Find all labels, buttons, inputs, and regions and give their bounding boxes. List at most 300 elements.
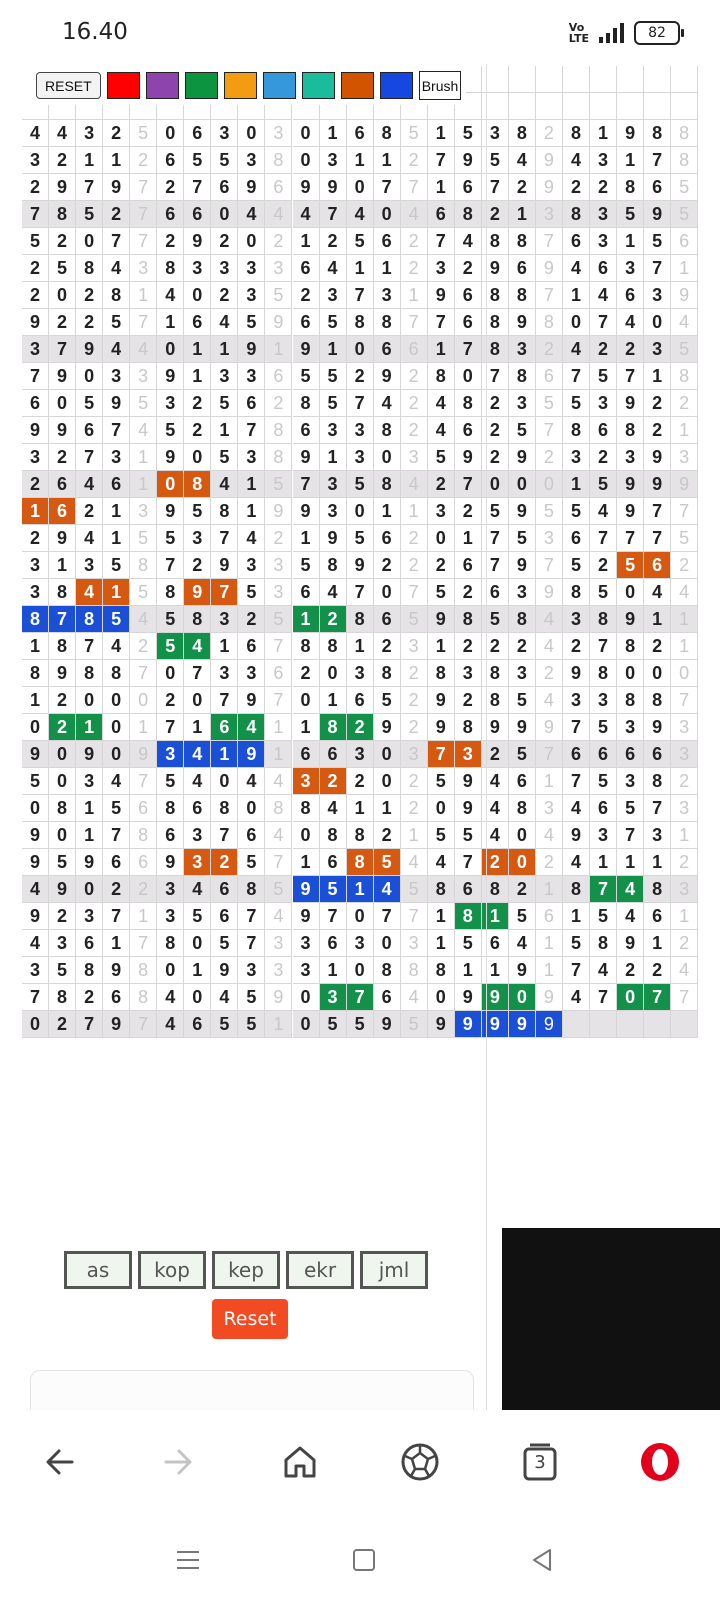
grid-cell[interactable]: 8	[76, 660, 103, 687]
grid-cell[interactable]: 7	[76, 174, 103, 201]
grid-cell[interactable]: 4	[644, 579, 671, 606]
grid-cell[interactable]: 2	[401, 687, 428, 714]
swatch-amber[interactable]	[224, 72, 257, 99]
grid-cell[interactable]: 8	[509, 795, 536, 822]
grid-cell[interactable]: 6	[293, 579, 320, 606]
grid-cell[interactable]: 2	[536, 336, 563, 363]
grid-cell[interactable]: 0	[293, 984, 320, 1011]
grid-cell[interactable]: 2	[22, 471, 49, 498]
grid-cell[interactable]: 1	[428, 633, 455, 660]
grid-cell[interactable]: 1	[76, 147, 103, 174]
grid-cell[interactable]: 5	[49, 255, 76, 282]
grid-cell[interactable]: 5	[184, 147, 211, 174]
grid-cell[interactable]: 9	[157, 444, 184, 471]
grid-cell[interactable]: 7	[536, 741, 563, 768]
grid-cell[interactable]: 8	[265, 417, 292, 444]
grid-cell[interactable]: 5	[482, 606, 509, 633]
grid-cell[interactable]: 1	[536, 876, 563, 903]
grid-cell[interactable]: 0	[76, 876, 103, 903]
grid-cell[interactable]: 9	[22, 741, 49, 768]
grid-cell[interactable]: 2	[401, 147, 428, 174]
grid-cell[interactable]: 7	[130, 930, 157, 957]
grid-cell[interactable]: 5	[536, 390, 563, 417]
grid-cell[interactable]: 1	[320, 687, 347, 714]
grid-cell[interactable]: 8	[320, 552, 347, 579]
grid-cell[interactable]: 9	[428, 1011, 455, 1038]
grid-cell[interactable]: 8	[428, 876, 455, 903]
grid-cell[interactable]: 9	[536, 579, 563, 606]
grid-cell[interactable]: 0	[49, 741, 76, 768]
grid-cell[interactable]: 3	[265, 957, 292, 984]
grid-cell[interactable]: 5	[211, 147, 238, 174]
grid-cell[interactable]: 9	[428, 714, 455, 741]
grid-cell[interactable]: 5	[130, 120, 157, 147]
grid-cell[interactable]	[644, 93, 671, 120]
grid-cell[interactable]: 2	[49, 903, 76, 930]
grid-cell[interactable]: 9	[130, 741, 157, 768]
grid-cell[interactable]: 9	[428, 687, 455, 714]
grid-cell[interactable]: 7	[130, 174, 157, 201]
grid-cell[interactable]: 3	[590, 390, 617, 417]
grid-cell[interactable]: 4	[563, 849, 590, 876]
grid-cell[interactable]: 3	[590, 201, 617, 228]
grid-cell[interactable]: 8	[374, 417, 401, 444]
grid-cell[interactable]: 7	[590, 633, 617, 660]
grid-cell[interactable]: 1	[22, 633, 49, 660]
grid-cell[interactable]: 6	[428, 201, 455, 228]
grid-cell[interactable]: 8	[130, 822, 157, 849]
grid-cell[interactable]: 3	[238, 552, 265, 579]
grid-cell[interactable]: 4	[238, 714, 265, 741]
grid-cell[interactable]: 6	[265, 174, 292, 201]
grid-cell[interactable]: 9	[374, 363, 401, 390]
grid-cell[interactable]: 2	[671, 390, 698, 417]
grid-cell[interactable]: 6	[617, 282, 644, 309]
grid-cell[interactable]: 6	[130, 795, 157, 822]
grid-cell[interactable]: 9	[211, 957, 238, 984]
grid-cell[interactable]: 3	[211, 660, 238, 687]
grid-cell[interactable]: 5	[563, 390, 590, 417]
grid-cell[interactable]: 3	[617, 768, 644, 795]
grid-cell[interactable]: 1	[103, 525, 130, 552]
grid-cell[interactable]: 3	[590, 822, 617, 849]
grid-cell[interactable]: 2	[428, 471, 455, 498]
grid-cell[interactable]: 7	[428, 741, 455, 768]
grid-cell[interactable]: 4	[401, 984, 428, 1011]
grid-cell[interactable]: 4	[184, 633, 211, 660]
grid-cell[interactable]: 7	[455, 471, 482, 498]
grid-cell[interactable]: 9	[617, 120, 644, 147]
grid-cell[interactable]: 1	[184, 957, 211, 984]
grid-cell[interactable]: 5	[509, 525, 536, 552]
grid-cell[interactable]: 9	[22, 417, 49, 444]
grid-cell[interactable]: 3	[671, 444, 698, 471]
grid-cell[interactable]: 0	[184, 282, 211, 309]
grid-cell[interactable]: 8	[617, 417, 644, 444]
grid-cell[interactable]: 1	[184, 363, 211, 390]
grid-cell[interactable]: 2	[211, 282, 238, 309]
grid-cell[interactable]: 3	[238, 147, 265, 174]
grid-cell[interactable]: 5	[590, 579, 617, 606]
grid-cell[interactable]: 6	[536, 903, 563, 930]
grid-cell[interactable]: 2	[536, 660, 563, 687]
grid-cell[interactable]: 5	[238, 849, 265, 876]
grid-cell[interactable]: 9	[22, 903, 49, 930]
grid-cell[interactable]: 9	[482, 1011, 509, 1038]
grid-cell[interactable]: 4	[347, 201, 374, 228]
grid-cell[interactable]: 3	[238, 282, 265, 309]
grid-cell[interactable]: 9	[509, 1011, 536, 1038]
grid-cell[interactable]: 1	[671, 822, 698, 849]
grid-cell[interactable]: 5	[211, 390, 238, 417]
grid-cell[interactable]: 9	[482, 255, 509, 282]
grid-cell[interactable]: 4	[22, 120, 49, 147]
grid-cell[interactable]: 0	[49, 768, 76, 795]
grid-cell[interactable]: 8	[130, 984, 157, 1011]
grid-cell[interactable]: 0	[293, 1011, 320, 1038]
grid-cell[interactable]: 7	[590, 984, 617, 1011]
grid-cell[interactable]: 5	[482, 498, 509, 525]
grid-cell[interactable]: 2	[617, 336, 644, 363]
grid-cell[interactable]: 7	[644, 147, 671, 174]
grid-cell[interactable]: 6	[644, 174, 671, 201]
grid-cell[interactable]: 8	[22, 606, 49, 633]
back-button[interactable]	[30, 1432, 90, 1492]
grid-cell[interactable]: 8	[265, 147, 292, 174]
grid-cell[interactable]	[509, 93, 536, 120]
grid-cell[interactable]: 6	[536, 363, 563, 390]
grid-cell[interactable]: 5	[590, 471, 617, 498]
grid-cell[interactable]: 4	[211, 309, 238, 336]
grid-cell[interactable]: 3	[157, 876, 184, 903]
grid-cell[interactable]: 8	[509, 606, 536, 633]
grid-cell[interactable]: 2	[374, 633, 401, 660]
grid-cell[interactable]: 3	[644, 822, 671, 849]
grid-cell[interactable]: 1	[401, 498, 428, 525]
grid-cell[interactable]: 3	[76, 552, 103, 579]
grid-cell[interactable]: 2	[130, 876, 157, 903]
grid-cell[interactable]: 9	[536, 255, 563, 282]
grid-cell[interactable]: 8	[157, 795, 184, 822]
grid-cell[interactable]: 7	[22, 201, 49, 228]
grid-cell[interactable]: 7	[184, 660, 211, 687]
grid-cell[interactable]: 9	[644, 201, 671, 228]
grid-cell[interactable]: 8	[157, 930, 184, 957]
grid-cell[interactable]: 9	[428, 282, 455, 309]
grid-cell[interactable]: 5	[22, 228, 49, 255]
grid-cell[interactable]: 6	[157, 201, 184, 228]
grid-cell[interactable]: 2	[482, 390, 509, 417]
grid-cell[interactable]: 9	[455, 444, 482, 471]
grid-cell[interactable]: 4	[293, 201, 320, 228]
grid-cell[interactable]: 8	[590, 606, 617, 633]
grid-cell[interactable]: 6	[374, 984, 401, 1011]
grid-cell[interactable]: 2	[617, 957, 644, 984]
grid-cell[interactable]	[563, 93, 590, 120]
grid-cell[interactable]: 9	[536, 174, 563, 201]
kep-button[interactable]: kep	[212, 1251, 280, 1289]
grid-cell[interactable]: 1	[76, 822, 103, 849]
grid-cell[interactable]: 7	[401, 174, 428, 201]
grid-cell[interactable]: 7	[644, 498, 671, 525]
grid-cell[interactable]: 0	[211, 201, 238, 228]
grid-cell[interactable]: 8	[482, 336, 509, 363]
grid-cell[interactable]: 6	[184, 120, 211, 147]
grid-cell[interactable]: 6	[644, 741, 671, 768]
grid-cell[interactable]: 8	[347, 309, 374, 336]
grid-cell[interactable]: 2	[374, 822, 401, 849]
grid-cell[interactable]: 1	[401, 282, 428, 309]
grid-cell[interactable]: 4	[103, 255, 130, 282]
grid-cell[interactable]: 5	[509, 687, 536, 714]
grid-cell[interactable]: 5	[671, 201, 698, 228]
grid-cell[interactable]: 0	[238, 120, 265, 147]
grid-cell[interactable]: 9	[509, 957, 536, 984]
grid-cell[interactable]: 2	[401, 552, 428, 579]
grid-cell[interactable]: 2	[103, 120, 130, 147]
grid-cell[interactable]: 9	[238, 336, 265, 363]
grid-cell[interactable]: 4	[536, 606, 563, 633]
grid-cell[interactable]: 1	[49, 552, 76, 579]
grid-cell[interactable]: 2	[157, 687, 184, 714]
grid-cell[interactable]: 4	[563, 255, 590, 282]
grid-cell[interactable]: 0	[211, 768, 238, 795]
swatch-light-blue[interactable]	[263, 72, 296, 99]
grid-cell[interactable]: 7	[671, 687, 698, 714]
grid-cell[interactable]: 2	[184, 417, 211, 444]
grid-cell[interactable]: 7	[157, 714, 184, 741]
grid-cell[interactable]: 7	[130, 228, 157, 255]
grid-cell[interactable]: 9	[103, 174, 130, 201]
grid-cell[interactable]: 6	[157, 822, 184, 849]
grid-cell[interactable]: 3	[293, 930, 320, 957]
grid-cell[interactable]: 2	[76, 309, 103, 336]
grid-cell[interactable]: 0	[455, 363, 482, 390]
grid-cell[interactable]: 2	[401, 714, 428, 741]
grid-cell[interactable]: 5	[428, 444, 455, 471]
grid-cell[interactable]: 2	[590, 174, 617, 201]
grid-cell[interactable]: 8	[347, 606, 374, 633]
grid-cell[interactable]: 5	[49, 849, 76, 876]
grid-cell[interactable]: 1	[482, 957, 509, 984]
grid-cell[interactable]: 0	[293, 822, 320, 849]
grid-cell[interactable]: 7	[374, 903, 401, 930]
grid-cell[interactable]: 6	[482, 579, 509, 606]
grid-cell[interactable]: 2	[644, 390, 671, 417]
grid-cell[interactable]: 2	[590, 336, 617, 363]
grid-cell[interactable]: 1	[374, 795, 401, 822]
grid-cell[interactable]: 5	[238, 579, 265, 606]
grid-cell[interactable]: 1	[509, 201, 536, 228]
grid-cell[interactable]: 6	[265, 363, 292, 390]
grid-cell[interactable]: 8	[103, 660, 130, 687]
grid-cell[interactable]: 5	[130, 525, 157, 552]
system-home-button[interactable]	[344, 1540, 384, 1580]
grid-cell[interactable]: 0	[509, 984, 536, 1011]
grid-cell[interactable]: 6	[374, 336, 401, 363]
grid-cell[interactable]: 7	[401, 309, 428, 336]
grid-cell[interactable]: 0	[617, 660, 644, 687]
grid-cell[interactable]: 9	[617, 498, 644, 525]
grid-cell[interactable]: 1	[130, 444, 157, 471]
grid-cell[interactable]: 2	[238, 606, 265, 633]
grid-cell[interactable]: 5	[238, 309, 265, 336]
grid-cell[interactable]: 7	[184, 174, 211, 201]
grid-cell[interactable]: 3	[76, 120, 103, 147]
grid-cell[interactable]: 9	[617, 606, 644, 633]
grid-cell[interactable]: 4	[536, 687, 563, 714]
grid-cell[interactable]: 5	[401, 606, 428, 633]
grid-cell[interactable]: 8	[482, 228, 509, 255]
grid-cell[interactable]: 8	[49, 984, 76, 1011]
grid-cell[interactable]: 5	[265, 606, 292, 633]
grid-cell[interactable]: 2	[265, 390, 292, 417]
grid-cell[interactable]	[590, 66, 617, 93]
grid-cell[interactable]: 7	[671, 984, 698, 1011]
grid-cell[interactable]: 0	[374, 768, 401, 795]
grid-cell[interactable]: 7	[293, 471, 320, 498]
grid-cell[interactable]: 2	[130, 147, 157, 174]
grid-cell[interactable]: 8	[293, 795, 320, 822]
grid-cell[interactable]: 9	[103, 1011, 130, 1038]
grid-cell[interactable]: 8	[563, 876, 590, 903]
grid-cell[interactable]: 5	[347, 1011, 374, 1038]
grid-cell[interactable]: 9	[238, 687, 265, 714]
grid-cell[interactable]: 9	[157, 849, 184, 876]
grid-cell[interactable]: 3	[590, 147, 617, 174]
grid-cell[interactable]: 2	[49, 1011, 76, 1038]
grid-cell[interactable]: 9	[76, 741, 103, 768]
grid-cell[interactable]: 6	[455, 417, 482, 444]
grid-cell[interactable]: 6	[184, 795, 211, 822]
grid-cell[interactable]: 7	[590, 876, 617, 903]
grid-cell[interactable]: 8	[374, 660, 401, 687]
grid-cell[interactable]: 5	[509, 741, 536, 768]
grid-cell[interactable]: 2	[509, 876, 536, 903]
grid-cell[interactable]: 3	[211, 120, 238, 147]
grid-cell[interactable]: 3	[320, 498, 347, 525]
grid-cell[interactable]: 9	[536, 714, 563, 741]
grid-cell[interactable]: 8	[293, 390, 320, 417]
grid-cell[interactable]: 4	[184, 876, 211, 903]
grid-cell[interactable]: 3	[536, 795, 563, 822]
grid-cell[interactable]: 2	[644, 417, 671, 444]
grid-cell[interactable]: 6	[590, 417, 617, 444]
grid-cell[interactable]: 7	[320, 201, 347, 228]
grid-cell[interactable]: 9	[293, 174, 320, 201]
grid-cell[interactable]: 3	[455, 741, 482, 768]
grid-cell[interactable]: 9	[455, 795, 482, 822]
grid-cell[interactable]: 8	[590, 660, 617, 687]
grid-cell[interactable]: 7	[536, 228, 563, 255]
grid-cell[interactable]: 7	[130, 309, 157, 336]
grid-cell[interactable]: 7	[130, 660, 157, 687]
grid-cell[interactable]: 9	[293, 876, 320, 903]
grid-cell[interactable]: 3	[157, 390, 184, 417]
grid-cell[interactable]	[617, 1011, 644, 1038]
grid-cell[interactable]: 3	[401, 633, 428, 660]
grid-cell[interactable]: 6	[590, 795, 617, 822]
grid-cell[interactable]: 3	[22, 552, 49, 579]
grid-cell[interactable]: 1	[103, 498, 130, 525]
grid-cell[interactable]: 9	[644, 471, 671, 498]
grid-cell[interactable]: 2	[22, 282, 49, 309]
grid-cell[interactable]: 8	[455, 714, 482, 741]
grid-cell[interactable]: 5	[401, 876, 428, 903]
grid-cell[interactable]: 9	[482, 984, 509, 1011]
grid-cell[interactable]: 8	[265, 795, 292, 822]
grid-cell[interactable]: 4	[455, 228, 482, 255]
grid-cell[interactable]: 8	[347, 822, 374, 849]
grid-cell[interactable]: 6	[76, 930, 103, 957]
grid-cell[interactable]: 2	[76, 984, 103, 1011]
grid-cell[interactable]: 2	[536, 120, 563, 147]
grid-cell[interactable]: 6	[184, 1011, 211, 1038]
grid-cell[interactable]: 1	[428, 174, 455, 201]
grid-cell[interactable]: 4	[428, 849, 455, 876]
grid-cell[interactable]: 3	[211, 363, 238, 390]
grid-cell[interactable]: 3	[293, 957, 320, 984]
grid-cell[interactable]: 4	[428, 417, 455, 444]
grid-cell[interactable]: 1	[455, 957, 482, 984]
grid-cell[interactable]: 3	[49, 930, 76, 957]
grid-cell[interactable]: 4	[401, 201, 428, 228]
grid-cell[interactable]: 0	[347, 957, 374, 984]
grid-cell[interactable]: 7	[455, 849, 482, 876]
grid-cell[interactable]: 9	[644, 714, 671, 741]
grid-cell[interactable]: 3	[320, 282, 347, 309]
grid-cell[interactable]: 0	[671, 660, 698, 687]
grid-cell[interactable]: 4	[563, 795, 590, 822]
grid-cell[interactable]: 1	[617, 228, 644, 255]
grid-cell[interactable]: 1	[536, 768, 563, 795]
grid-cell[interactable]: 0	[428, 525, 455, 552]
grid-cell[interactable]: 6	[265, 660, 292, 687]
grid-cell[interactable]: 7	[76, 444, 103, 471]
grid-cell[interactable]: 6	[293, 417, 320, 444]
grid-cell[interactable]: 3	[103, 444, 130, 471]
grid-cell[interactable]: 3	[320, 984, 347, 1011]
grid-cell[interactable]: 8	[347, 849, 374, 876]
grid-cell[interactable]: 3	[184, 822, 211, 849]
grid-cell[interactable]: 9	[509, 309, 536, 336]
grid-cell[interactable]: 9	[22, 849, 49, 876]
grid-cell[interactable]: 1	[374, 147, 401, 174]
grid-cell[interactable]: 6	[563, 741, 590, 768]
grid-cell[interactable]: 4	[536, 822, 563, 849]
grid-cell[interactable]: 5	[320, 363, 347, 390]
grid-cell[interactable]: 8	[157, 579, 184, 606]
grid-cell[interactable]: 6	[238, 390, 265, 417]
grid-cell[interactable]: 0	[563, 309, 590, 336]
grid-cell[interactable]	[644, 1011, 671, 1038]
grid-cell[interactable]: 7	[347, 984, 374, 1011]
grid-cell[interactable]: 1	[293, 606, 320, 633]
grid-cell[interactable]: 3	[293, 768, 320, 795]
grid-cell[interactable]: 2	[49, 228, 76, 255]
grid-cell[interactable]: 5	[590, 714, 617, 741]
grid-cell[interactable]: 7	[590, 309, 617, 336]
grid-cell[interactable]: 9	[455, 768, 482, 795]
grid-cell[interactable]	[617, 66, 644, 93]
grid-cell[interactable]: 5	[157, 417, 184, 444]
grid-cell[interactable]: 9	[184, 579, 211, 606]
grid-cell[interactable]: 0	[293, 147, 320, 174]
grid-cell[interactable]: 4	[509, 147, 536, 174]
grid-cell[interactable]: 6	[103, 471, 130, 498]
grid-cell[interactable]: 5	[265, 282, 292, 309]
grid-cell[interactable]: 9	[157, 498, 184, 525]
